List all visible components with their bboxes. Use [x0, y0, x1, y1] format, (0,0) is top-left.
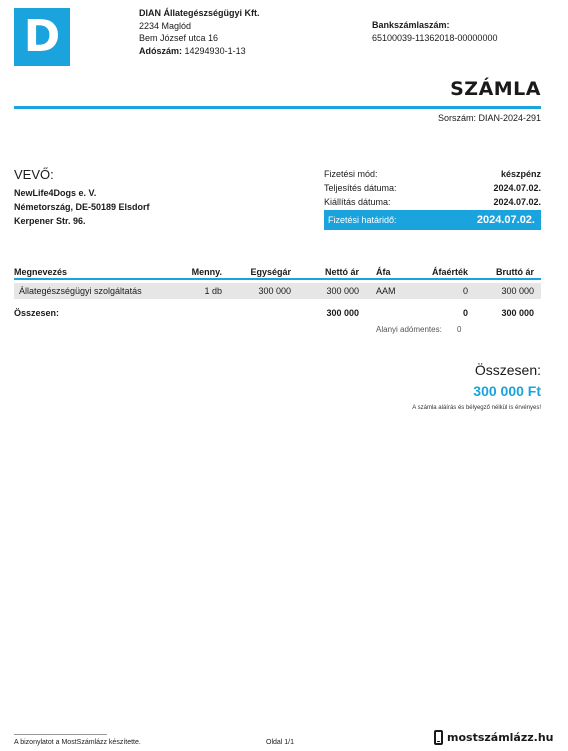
seller-zip-city: 2234 Maglód [139, 20, 192, 31]
footer-brand [434, 730, 554, 745]
bank-block [372, 19, 497, 44]
invoice-serial: Sorszám: DIAN-2024-291 [437, 113, 541, 123]
bank-account: 65100039-11362018-00000000 [372, 32, 498, 43]
buyer-heading: VEVŐ: [14, 167, 54, 182]
brand-name: mostszámlázz.hu [447, 731, 554, 744]
total-net: 300 000 [326, 308, 359, 318]
cell-vat-amount: 0 [462, 286, 468, 296]
seller-name: DIAN Állategészségügyi Kft. [139, 8, 260, 18]
buyer-name: NewLife4Dogs e. V. [14, 188, 97, 198]
footer-credit: A bizonylatot a MostSzámlázz készítette. [14, 739, 141, 746]
bank-label: Bankszámlaszám: [372, 20, 450, 30]
header-gross: Bruttó ár [496, 266, 534, 277]
seller-street: Bem József utca 16 [139, 33, 219, 43]
issue-date-label: Kiállítás dátuma: [324, 197, 391, 207]
buyer-street: Kerpener Str. 96. [14, 216, 86, 226]
cell-unit-price: 300 000 [258, 286, 291, 296]
document-title: SZÁMLA [450, 78, 541, 100]
page-number: Oldal 1/1 [266, 739, 295, 746]
grand-total-label: Összesen: [474, 362, 541, 378]
exempt-line [376, 325, 462, 334]
seller-tax-label: Adószám: [139, 45, 183, 56]
header-vat-rate: Áfa [376, 266, 391, 277]
invoice-meta [324, 167, 541, 230]
table-total-row [14, 305, 541, 321]
cell-net: 300 000 [326, 286, 359, 296]
seller-block [139, 7, 260, 57]
payment-method-row [324, 167, 541, 181]
company-logo [14, 8, 70, 66]
footer-divider [14, 734, 107, 735]
header-unit-price: Egységár [250, 266, 291, 277]
grand-total-amount: 300 000 Ft [473, 383, 541, 399]
validity-note: A számla aláírás és bélyegző nélkül is érvényes! [412, 405, 541, 411]
fulfilment-date-label: Teljesítés dátuma: [324, 183, 397, 193]
seller-tax [139, 45, 260, 58]
cell-name: Állategészségügyi szolgáltatás [19, 286, 142, 296]
cell-vat-rate: AAM [376, 286, 396, 296]
due-date-label: Fizetési határidő: [328, 215, 397, 225]
grand-total [412, 362, 541, 411]
header-name: Megnevezés [14, 266, 68, 277]
logo-letter: D [23, 11, 61, 62]
table-header [14, 265, 541, 280]
fulfilment-date-value: 2024.07.02. [493, 183, 541, 193]
issue-date-value: 2024.07.02. [493, 197, 541, 207]
fulfilment-date-row [324, 181, 541, 195]
total-vat: 0 [462, 308, 468, 318]
exempt-value: 0 [457, 325, 462, 334]
total-label: Összesen: [14, 308, 60, 318]
due-date-value: 2024.07.02. [476, 214, 535, 226]
seller-tax-value: 14294930-1-13 [184, 45, 246, 56]
due-date-row [324, 210, 541, 230]
payment-method-label: Fizetési mód: [324, 169, 378, 179]
header-qty: Menny. [191, 266, 222, 277]
items-table [14, 265, 541, 321]
issue-date-row [324, 195, 541, 209]
phone-icon [434, 730, 443, 745]
buyer-block [14, 167, 150, 228]
payment-method-value: készpénz [500, 169, 541, 179]
cell-gross: 300 000 [501, 286, 534, 296]
total-gross: 300 000 [501, 308, 534, 318]
title-divider [14, 106, 541, 109]
cell-qty: 1 db [204, 286, 222, 296]
exempt-label: Alanyi adómentes: [376, 325, 442, 334]
buyer-address: Németország, DE-50189 Elsdorf [14, 202, 150, 212]
table-row [14, 283, 541, 299]
header-vat-amount: Áfaérték [431, 266, 468, 277]
header-net: Nettó ár [324, 266, 359, 277]
